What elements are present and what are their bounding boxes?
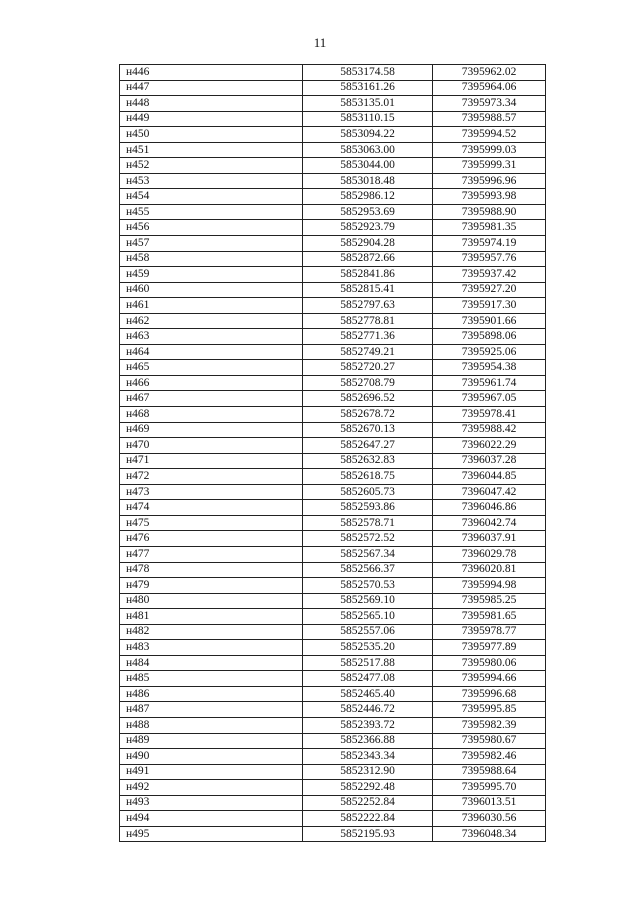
table-row <box>120 655 546 671</box>
point-id-cell: н494 <box>120 811 303 827</box>
table-row <box>120 313 546 329</box>
y-coordinate-cell: 7395993.98 <box>433 189 546 205</box>
x-coordinate-cell: 5852222.84 <box>303 811 433 827</box>
point-id-cell: н459 <box>120 267 303 283</box>
table-row <box>120 220 546 236</box>
table-row <box>120 578 546 594</box>
table-row <box>120 251 546 267</box>
x-coordinate-cell: 5853063.00 <box>303 142 433 158</box>
point-id-cell: н483 <box>120 640 303 656</box>
point-id-cell: н493 <box>120 795 303 811</box>
y-coordinate-cell: 7395954.38 <box>433 360 546 376</box>
point-id-cell: н470 <box>120 438 303 454</box>
y-coordinate-cell: 7396046.86 <box>433 500 546 516</box>
x-coordinate-cell: 5852678.72 <box>303 407 433 423</box>
x-coordinate-cell: 5852841.86 <box>303 267 433 283</box>
table-row <box>120 298 546 314</box>
y-coordinate-cell: 7395974.19 <box>433 236 546 252</box>
x-coordinate-cell: 5852393.72 <box>303 717 433 733</box>
x-coordinate-cell: 5852778.81 <box>303 313 433 329</box>
y-coordinate-cell: 7395981.35 <box>433 220 546 236</box>
table-row <box>120 236 546 252</box>
y-coordinate-cell: 7395994.52 <box>433 127 546 143</box>
x-coordinate-cell: 5852618.75 <box>303 469 433 485</box>
y-coordinate-cell: 7396037.91 <box>433 531 546 547</box>
y-coordinate-cell: 7395980.06 <box>433 655 546 671</box>
x-coordinate-cell: 5852632.83 <box>303 453 433 469</box>
x-coordinate-cell: 5852477.08 <box>303 671 433 687</box>
point-id-cell: н467 <box>120 391 303 407</box>
table-row <box>120 624 546 640</box>
x-coordinate-cell: 5852904.28 <box>303 236 433 252</box>
table-row <box>120 204 546 220</box>
x-coordinate-cell: 5852343.34 <box>303 749 433 765</box>
point-id-cell: н478 <box>120 562 303 578</box>
y-coordinate-cell: 7395937.42 <box>433 267 546 283</box>
x-coordinate-cell: 5853094.22 <box>303 127 433 143</box>
x-coordinate-cell: 5852569.10 <box>303 593 433 609</box>
x-coordinate-cell: 5852593.86 <box>303 500 433 516</box>
coordinates-table-body <box>120 65 546 842</box>
y-coordinate-cell: 7395985.25 <box>433 593 546 609</box>
x-coordinate-cell: 5852535.20 <box>303 640 433 656</box>
table-row <box>120 391 546 407</box>
point-id-cell: н479 <box>120 578 303 594</box>
table-row <box>120 795 546 811</box>
table-row <box>120 686 546 702</box>
table-row <box>120 344 546 360</box>
y-coordinate-cell: 7395988.42 <box>433 422 546 438</box>
table-row <box>120 749 546 765</box>
point-id-cell: н468 <box>120 407 303 423</box>
point-id-cell: н463 <box>120 329 303 345</box>
point-id-cell: н462 <box>120 313 303 329</box>
x-coordinate-cell: 5852465.40 <box>303 686 433 702</box>
table-row <box>120 515 546 531</box>
y-coordinate-cell: 7396048.34 <box>433 826 546 842</box>
y-coordinate-cell: 7396020.81 <box>433 562 546 578</box>
y-coordinate-cell: 7395927.20 <box>433 282 546 298</box>
point-id-cell: н477 <box>120 546 303 562</box>
x-coordinate-cell: 5852570.53 <box>303 578 433 594</box>
y-coordinate-cell: 7396030.56 <box>433 811 546 827</box>
table-row <box>120 811 546 827</box>
table-row <box>120 593 546 609</box>
table-row <box>120 282 546 298</box>
table-row <box>120 826 546 842</box>
table-row <box>120 469 546 485</box>
point-id-cell: н466 <box>120 375 303 391</box>
table-row <box>120 80 546 96</box>
x-coordinate-cell: 5852720.27 <box>303 360 433 376</box>
x-coordinate-cell: 5853161.26 <box>303 80 433 96</box>
point-id-cell: н475 <box>120 515 303 531</box>
y-coordinate-cell: 7395925.06 <box>433 344 546 360</box>
x-coordinate-cell: 5852986.12 <box>303 189 433 205</box>
x-coordinate-cell: 5852953.69 <box>303 204 433 220</box>
point-id-cell: н450 <box>120 127 303 143</box>
point-id-cell: н469 <box>120 422 303 438</box>
y-coordinate-cell: 7395962.02 <box>433 65 546 81</box>
y-coordinate-cell: 7395995.85 <box>433 702 546 718</box>
table-row <box>120 173 546 189</box>
y-coordinate-cell: 7395898.06 <box>433 329 546 345</box>
y-coordinate-cell: 7395994.66 <box>433 671 546 687</box>
point-id-cell: н484 <box>120 655 303 671</box>
point-id-cell: н458 <box>120 251 303 267</box>
point-id-cell: н480 <box>120 593 303 609</box>
y-coordinate-cell: 7395996.68 <box>433 686 546 702</box>
point-id-cell: н474 <box>120 500 303 516</box>
x-coordinate-cell: 5852578.71 <box>303 515 433 531</box>
table-row <box>120 111 546 127</box>
point-id-cell: н486 <box>120 686 303 702</box>
x-coordinate-cell: 5853174.58 <box>303 65 433 81</box>
point-id-cell: н447 <box>120 80 303 96</box>
point-id-cell: н471 <box>120 453 303 469</box>
x-coordinate-cell: 5852565.10 <box>303 609 433 625</box>
point-id-cell: н491 <box>120 764 303 780</box>
point-id-cell: н472 <box>120 469 303 485</box>
x-coordinate-cell: 5852708.79 <box>303 375 433 391</box>
y-coordinate-cell: 7396013.51 <box>433 795 546 811</box>
point-id-cell: н490 <box>120 749 303 765</box>
x-coordinate-cell: 5853135.01 <box>303 96 433 112</box>
table-row <box>120 780 546 796</box>
x-coordinate-cell: 5852572.52 <box>303 531 433 547</box>
table-row <box>120 609 546 625</box>
x-coordinate-cell: 5852292.48 <box>303 780 433 796</box>
point-id-cell: н460 <box>120 282 303 298</box>
point-id-cell: н485 <box>120 671 303 687</box>
table-row <box>120 531 546 547</box>
x-coordinate-cell: 5852605.73 <box>303 484 433 500</box>
y-coordinate-cell: 7395999.31 <box>433 158 546 174</box>
y-coordinate-cell: 7395982.46 <box>433 749 546 765</box>
table-row <box>120 484 546 500</box>
y-coordinate-cell: 7395982.39 <box>433 717 546 733</box>
x-coordinate-cell: 5853018.48 <box>303 173 433 189</box>
y-coordinate-cell: 7395988.90 <box>433 204 546 220</box>
x-coordinate-cell: 5852195.93 <box>303 826 433 842</box>
point-id-cell: н455 <box>120 204 303 220</box>
table-row <box>120 407 546 423</box>
table-row <box>120 422 546 438</box>
table-row <box>120 96 546 112</box>
table-row <box>120 702 546 718</box>
y-coordinate-cell: 7395967.05 <box>433 391 546 407</box>
x-coordinate-cell: 5852670.13 <box>303 422 433 438</box>
point-id-cell: н464 <box>120 344 303 360</box>
table-row <box>120 764 546 780</box>
point-id-cell: н473 <box>120 484 303 500</box>
point-id-cell: н446 <box>120 65 303 81</box>
table-row <box>120 142 546 158</box>
table-row <box>120 360 546 376</box>
x-coordinate-cell: 5852749.21 <box>303 344 433 360</box>
x-coordinate-cell: 5852252.84 <box>303 795 433 811</box>
y-coordinate-cell: 7396042.74 <box>433 515 546 531</box>
point-id-cell: н456 <box>120 220 303 236</box>
table-row <box>120 65 546 81</box>
y-coordinate-cell: 7395964.06 <box>433 80 546 96</box>
x-coordinate-cell: 5852557.06 <box>303 624 433 640</box>
x-coordinate-cell: 5852647.27 <box>303 438 433 454</box>
y-coordinate-cell: 7395980.67 <box>433 733 546 749</box>
y-coordinate-cell: 7395957.76 <box>433 251 546 267</box>
x-coordinate-cell: 5852696.52 <box>303 391 433 407</box>
y-coordinate-cell: 7395917.30 <box>433 298 546 314</box>
table-row <box>120 453 546 469</box>
page-number: 11 <box>313 35 327 50</box>
y-coordinate-cell: 7395973.34 <box>433 96 546 112</box>
table-row <box>120 717 546 733</box>
table-row <box>120 640 546 656</box>
point-id-cell: н451 <box>120 142 303 158</box>
table-row <box>120 158 546 174</box>
x-coordinate-cell: 5852366.88 <box>303 733 433 749</box>
x-coordinate-cell: 5852923.79 <box>303 220 433 236</box>
point-id-cell: н452 <box>120 158 303 174</box>
x-coordinate-cell: 5853110.15 <box>303 111 433 127</box>
table-row <box>120 562 546 578</box>
point-id-cell: н465 <box>120 360 303 376</box>
point-id-cell: н495 <box>120 826 303 842</box>
y-coordinate-cell: 7396029.78 <box>433 546 546 562</box>
point-id-cell: н481 <box>120 609 303 625</box>
x-coordinate-cell: 5852446.72 <box>303 702 433 718</box>
x-coordinate-cell: 5852815.41 <box>303 282 433 298</box>
y-coordinate-cell: 7395978.41 <box>433 407 546 423</box>
x-coordinate-cell: 5852312.90 <box>303 764 433 780</box>
y-coordinate-cell: 7395988.64 <box>433 764 546 780</box>
point-id-cell: н449 <box>120 111 303 127</box>
y-coordinate-cell: 7395901.66 <box>433 313 546 329</box>
point-id-cell: н454 <box>120 189 303 205</box>
point-id-cell: н461 <box>120 298 303 314</box>
x-coordinate-cell: 5852567.34 <box>303 546 433 562</box>
table-row <box>120 671 546 687</box>
y-coordinate-cell: 7395977.89 <box>433 640 546 656</box>
point-id-cell: н487 <box>120 702 303 718</box>
y-coordinate-cell: 7395999.03 <box>433 142 546 158</box>
x-coordinate-cell: 5853044.00 <box>303 158 433 174</box>
table-row <box>120 189 546 205</box>
point-id-cell: н476 <box>120 531 303 547</box>
table-row <box>120 375 546 391</box>
point-id-cell: н482 <box>120 624 303 640</box>
y-coordinate-cell: 7395995.70 <box>433 780 546 796</box>
point-id-cell: н453 <box>120 173 303 189</box>
x-coordinate-cell: 5852872.66 <box>303 251 433 267</box>
point-id-cell: н457 <box>120 236 303 252</box>
x-coordinate-cell: 5852797.63 <box>303 298 433 314</box>
y-coordinate-cell: 7395978.77 <box>433 624 546 640</box>
y-coordinate-cell: 7395981.65 <box>433 609 546 625</box>
x-coordinate-cell: 5852566.37 <box>303 562 433 578</box>
table-row <box>120 546 546 562</box>
table-row <box>120 500 546 516</box>
table-row <box>120 733 546 749</box>
point-id-cell: н492 <box>120 780 303 796</box>
coordinates-table <box>119 64 546 842</box>
x-coordinate-cell: 5852771.36 <box>303 329 433 345</box>
y-coordinate-cell: 7396037.28 <box>433 453 546 469</box>
y-coordinate-cell: 7396044.85 <box>433 469 546 485</box>
y-coordinate-cell: 7395996.96 <box>433 173 546 189</box>
table-row <box>120 127 546 143</box>
point-id-cell: н488 <box>120 717 303 733</box>
point-id-cell: н489 <box>120 733 303 749</box>
table-row <box>120 267 546 283</box>
y-coordinate-cell: 7396022.29 <box>433 438 546 454</box>
table-row <box>120 329 546 345</box>
point-id-cell: н448 <box>120 96 303 112</box>
x-coordinate-cell: 5852517.88 <box>303 655 433 671</box>
table-row <box>120 438 546 454</box>
y-coordinate-cell: 7396047.42 <box>433 484 546 500</box>
y-coordinate-cell: 7395994.98 <box>433 578 546 594</box>
y-coordinate-cell: 7395988.57 <box>433 111 546 127</box>
y-coordinate-cell: 7395961.74 <box>433 375 546 391</box>
